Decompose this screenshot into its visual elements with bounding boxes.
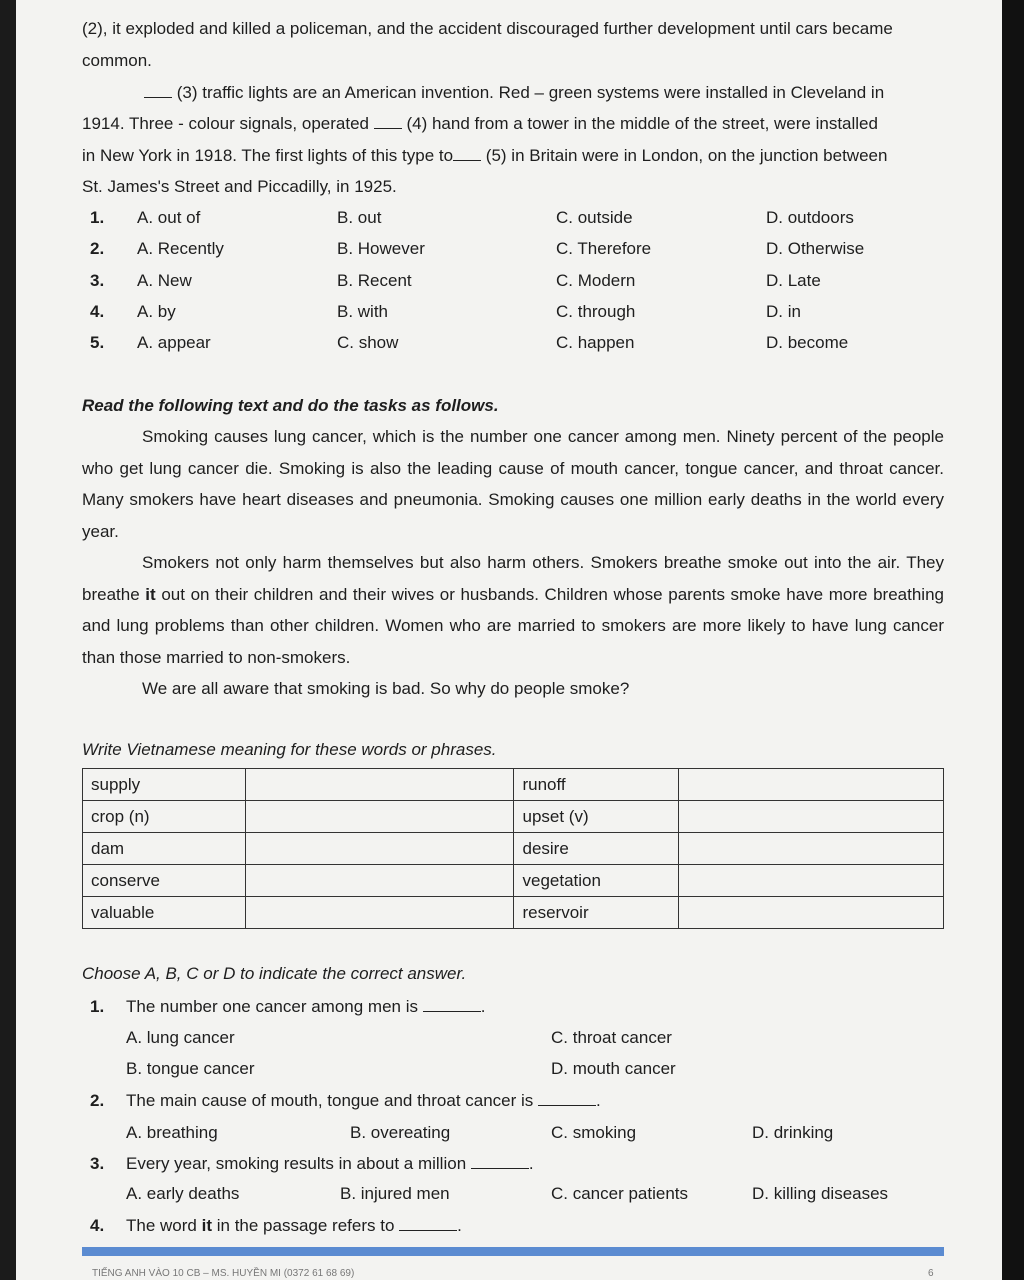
vocab-meaning-cell[interactable] <box>679 833 944 865</box>
table-row <box>83 801 944 833</box>
vocab-meaning-cell[interactable] <box>245 801 514 833</box>
answer-option[interactable]: D. drinking <box>752 1123 834 1142</box>
vocab-meaning-cell[interactable] <box>679 865 944 897</box>
reading-p2-a: Smokers not only harm themselves but also harm others. Smokers breathe smoke out into the air. They breathe <box>82 553 944 604</box>
mcq-num: 4. <box>90 302 105 321</box>
question-4-b: in the passage refers to <box>216 1216 395 1235</box>
page-number: 6 <box>928 1268 934 1279</box>
mcq-option[interactable]: D. outdoors <box>766 208 854 227</box>
question-number: 1. <box>90 997 105 1016</box>
intro-line-5 <box>82 146 887 166</box>
mcq-num: 5. <box>90 333 105 352</box>
intro-line-5-b: (5) in Britain were in London, on the junction between <box>485 146 888 165</box>
vocab-word: reservoir <box>514 897 679 929</box>
mcq-num: 3. <box>90 271 105 290</box>
question-number: 4. <box>90 1216 105 1235</box>
vocab-word: vegetation <box>514 865 679 897</box>
mcq-option[interactable]: A. out of <box>137 208 201 227</box>
question-1-text: The number one cancer among men is <box>126 997 418 1016</box>
table-row <box>83 833 944 865</box>
question-2-text: The main cause of mouth, tongue and throat cancer is <box>126 1091 534 1110</box>
mcq-option[interactable]: C. Modern <box>556 271 636 290</box>
vocab-word: runoff <box>514 769 679 801</box>
intro-line-3 <box>144 83 884 103</box>
question-number: 2. <box>90 1091 105 1110</box>
intro-line-1: (2), it exploded and killed a policeman, and the accident discouraged further development until cars became <box>82 19 893 38</box>
answer-option[interactable]: A. lung cancer <box>126 1028 235 1047</box>
table-row <box>83 897 944 929</box>
mcq-option[interactable]: C. through <box>556 302 636 321</box>
vocab-word: crop (n) <box>83 801 246 833</box>
mcq-option[interactable]: D. Late <box>766 271 821 290</box>
mcq-option[interactable]: C. outside <box>556 208 633 227</box>
intro-line-6: St. James's Street and Piccadilly, in 1925. <box>82 177 397 196</box>
answer-option[interactable]: D. mouth cancer <box>551 1059 676 1078</box>
vocab-meaning-cell[interactable] <box>245 897 514 929</box>
blank-4[interactable] <box>374 114 402 129</box>
mcq-option[interactable]: C. show <box>337 333 399 352</box>
vocab-meaning-cell[interactable] <box>679 769 944 801</box>
reading-heading: Read the following text and do the tasks as follows. <box>82 396 499 415</box>
reading-paragraph-2 <box>82 547 944 673</box>
answer-blank[interactable] <box>399 1216 457 1231</box>
intro-line-5-a: in New York in 1918. The first lights of this type to <box>82 146 454 165</box>
question-4-a: The word <box>126 1216 197 1235</box>
mcq-option[interactable]: A. appear <box>137 333 211 352</box>
question-4: The word it in the passage refers to . <box>126 1216 462 1235</box>
reading-p2-it: it <box>145 584 156 604</box>
answer-option[interactable]: B. tongue cancer <box>126 1059 255 1078</box>
vocab-meaning-cell[interactable] <box>679 897 944 929</box>
intro-line-4-a: 1914. Three - colour signals, operated <box>82 114 369 133</box>
photo-edge-left <box>0 0 16 1280</box>
answer-option[interactable]: C. cancer patients <box>551 1184 689 1203</box>
answer-blank[interactable] <box>471 1154 529 1169</box>
choose-heading: Choose A, B, C or D to indicate the correct answer. <box>82 964 467 983</box>
question-3-text: Every year, smoking results in about a million <box>126 1154 467 1173</box>
vocab-word: dam <box>83 833 246 865</box>
intro-line-4-b: (4) hand from a tower in the middle of the street, were installed <box>406 114 878 133</box>
mcq-option[interactable]: A. New <box>137 271 192 290</box>
answer-option[interactable]: A. early deaths <box>126 1184 240 1203</box>
answer-blank[interactable] <box>423 997 481 1012</box>
mcq-option[interactable]: B. with <box>337 302 389 321</box>
mcq-option[interactable]: B. However <box>337 239 425 258</box>
vocab-meaning-cell[interactable] <box>245 833 514 865</box>
answer-option[interactable]: C. throat cancer <box>551 1028 672 1047</box>
answer-option[interactable]: C. smoking <box>551 1123 637 1142</box>
vocab-heading: Write Vietnamese meaning for these words or phrases. <box>82 740 497 759</box>
mcq-option[interactable]: B. Recent <box>337 271 412 290</box>
intro-line-4 <box>82 114 878 134</box>
reading-paragraph-3: We are all aware that smoking is bad. So why do people smoke? <box>142 679 630 698</box>
vocab-word: upset (v) <box>514 801 679 833</box>
answer-option[interactable]: B. injured men <box>340 1184 450 1203</box>
mcq-option[interactable]: B. out <box>337 208 382 227</box>
answer-option[interactable]: D. killing diseases <box>752 1184 889 1203</box>
answer-option[interactable]: A. breathing <box>126 1123 218 1142</box>
intro-line-3-text: (3) traffic lights are an American invention. Red – green systems were installed in Cleveland in <box>176 83 885 102</box>
vocab-table <box>82 768 944 929</box>
answer-option[interactable]: B. overeating <box>350 1123 451 1142</box>
mcq-option[interactable]: A. Recently <box>137 239 224 258</box>
question-2: The main cause of mouth, tongue and throat cancer is . <box>126 1091 601 1110</box>
photo-edge-right <box>1002 0 1024 1280</box>
reading-passage <box>82 421 944 705</box>
answer-blank[interactable] <box>538 1091 596 1106</box>
mcq-num: 1. <box>90 208 105 227</box>
question-1: The number one cancer among men is . <box>126 997 486 1016</box>
vocab-word: conserve <box>83 865 246 897</box>
footer-bar <box>82 1247 944 1256</box>
blank-3[interactable] <box>144 83 172 98</box>
mcq-option[interactable]: C. happen <box>556 333 635 352</box>
footer-text: TIẾNG ANH VÀO 10 CB – MS. HUYỀN MI (0372 61 68 69) <box>92 1268 355 1279</box>
mcq-option[interactable]: D. in <box>766 302 801 321</box>
vocab-meaning-cell[interactable] <box>245 865 514 897</box>
mcq-option[interactable]: D. Otherwise <box>766 239 865 258</box>
vocab-word: valuable <box>83 897 246 929</box>
mcq-num: 2. <box>90 239 105 258</box>
question-4-it: it <box>201 1216 212 1235</box>
table-row <box>83 865 944 897</box>
reading-p2-b: out on their children and their wives or husbands. Children whose parents smoke have more breathing and lung problems than other children. Women who are married to smokers are more likely to have lung cancer than those married to non-smokers. <box>82 584 944 667</box>
mcq-option[interactable]: D. become <box>766 333 849 352</box>
mcq-option[interactable]: A. by <box>137 302 176 321</box>
blank-5[interactable] <box>453 146 481 161</box>
intro-line-2: common. <box>82 51 152 70</box>
question-3: Every year, smoking results in about a million . <box>126 1154 534 1173</box>
vocab-word: desire <box>514 833 679 865</box>
question-number: 3. <box>90 1154 105 1173</box>
reading-paragraph-1: Smoking causes lung cancer, which is the number one cancer among men. Ninety percent of the people who get lung cancer die. Smoking is also the leading cause of mouth cancer, tongue cancer, and throat cancer. Many smokers have heart diseases and pneumonia. Smoking causes one million early deaths in the world every year. <box>82 427 944 541</box>
vocab-word: supply <box>83 769 246 801</box>
mcq-option[interactable]: C. Therefore <box>556 239 652 258</box>
table-row <box>83 769 944 801</box>
vocab-meaning-cell[interactable] <box>679 801 944 833</box>
vocab-meaning-cell[interactable] <box>245 769 514 801</box>
